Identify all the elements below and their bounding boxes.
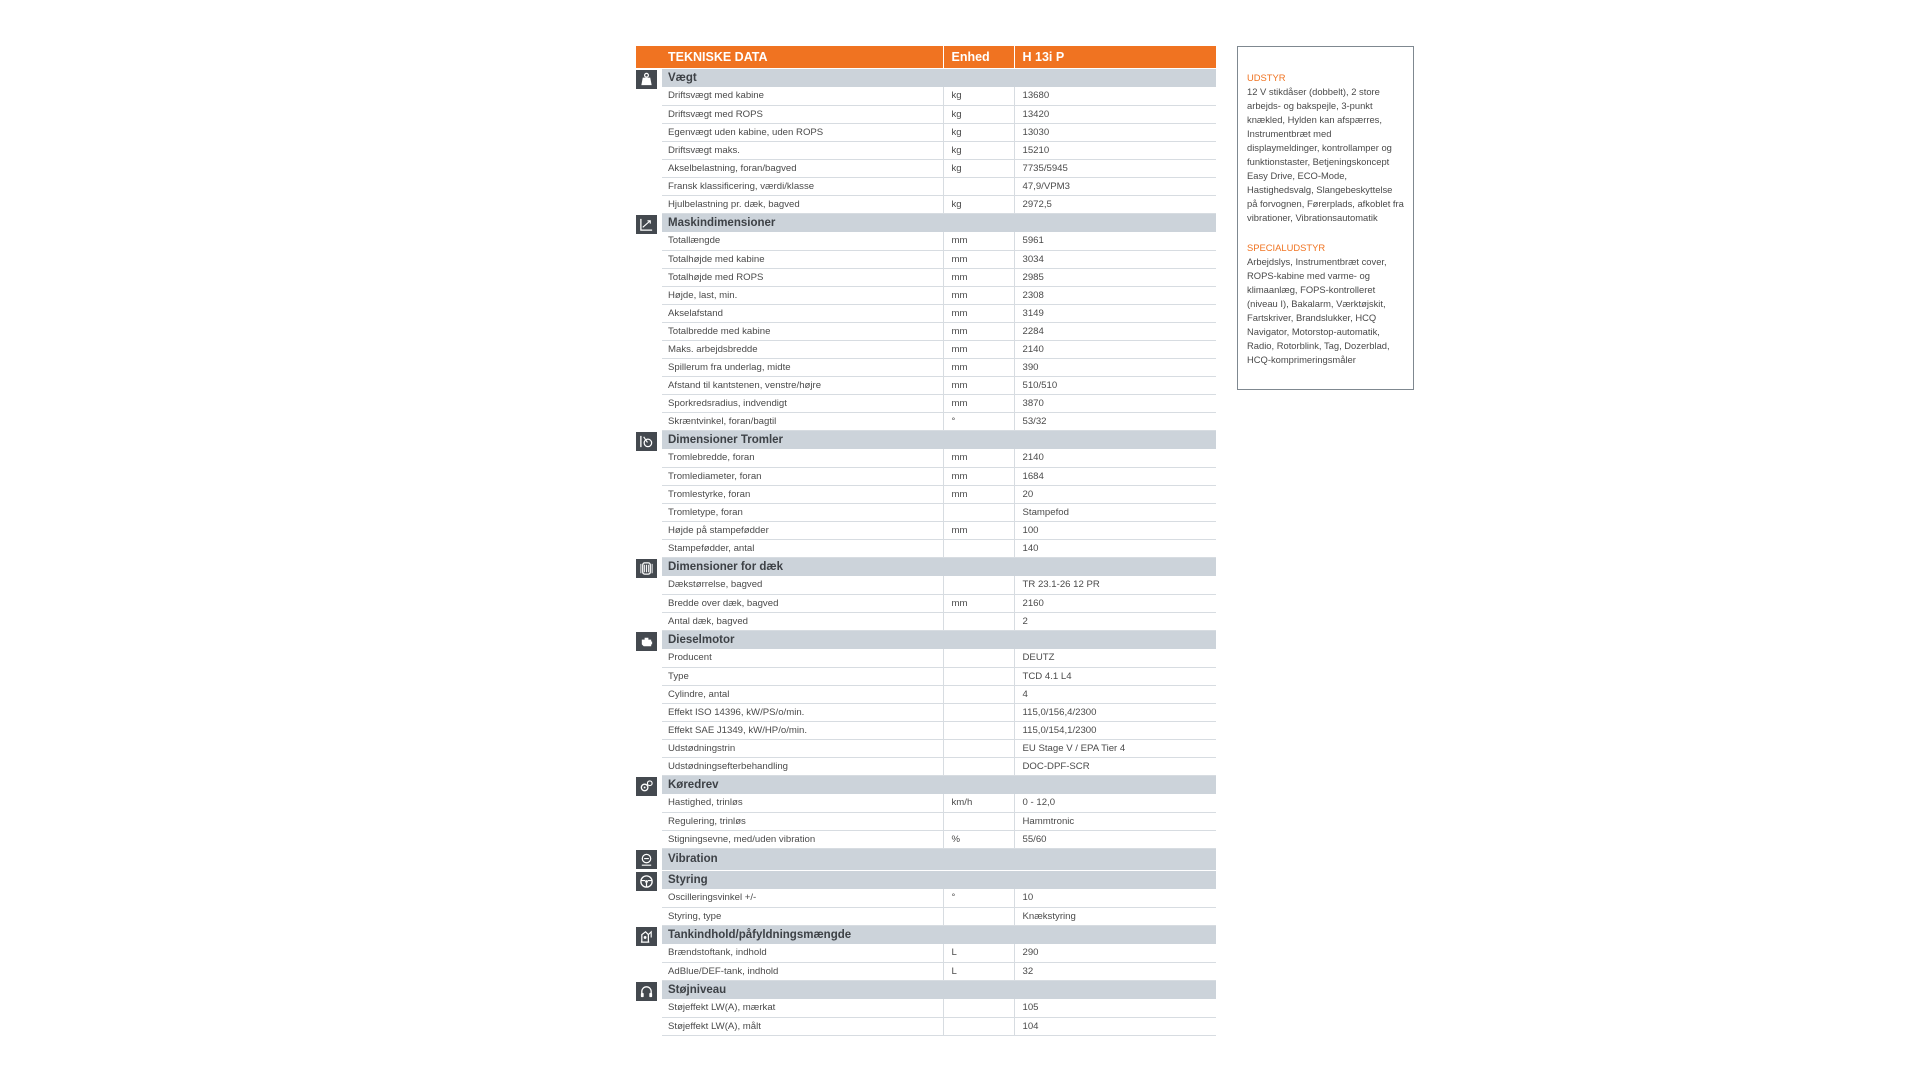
table-row <box>636 685 1216 703</box>
table-row <box>636 322 1216 340</box>
table-row <box>636 794 1216 812</box>
row-label: Totalhøjde med ROPS <box>662 268 943 286</box>
row-value: 3149 <box>1014 304 1216 322</box>
equipment-title: UDSTYR <box>1247 72 1286 83</box>
row-unit <box>943 1017 1014 1035</box>
row-value: 7735/5945 <box>1014 159 1216 177</box>
row-value: 390 <box>1014 358 1216 376</box>
table-row <box>636 830 1216 848</box>
row-value: 10 <box>1014 889 1216 907</box>
row-label: Støjeffekt LW(A), mærkat <box>662 999 943 1017</box>
section-icon-cell <box>636 870 662 925</box>
row-unit <box>943 721 1014 739</box>
section-icon-cell <box>636 557 662 630</box>
table-row <box>636 612 1216 630</box>
row-unit: kg <box>943 141 1014 159</box>
row-label: Udstødningsefterbehandling <box>662 757 943 775</box>
table-row <box>636 739 1216 757</box>
row-unit: mm <box>943 286 1014 304</box>
row-value: 104 <box>1014 1017 1216 1035</box>
row-value: 2972,5 <box>1014 195 1216 213</box>
row-value: 47,9/VPM3 <box>1014 177 1216 195</box>
table-row <box>636 962 1216 980</box>
row-value: 13420 <box>1014 105 1216 123</box>
row-value: TCD 4.1 L4 <box>1014 667 1216 685</box>
row-unit: mm <box>943 232 1014 250</box>
row-unit: kg <box>943 123 1014 141</box>
section-icon-cell <box>636 980 662 1035</box>
table-row <box>636 412 1216 430</box>
table-row <box>636 667 1216 685</box>
row-label: Stampefødder, antal <box>662 539 943 557</box>
row-label: Brændstoftank, indhold <box>662 944 943 962</box>
table-row <box>636 105 1216 123</box>
table-row <box>636 594 1216 612</box>
section-title: Tankindhold/påfyldningsmængde <box>662 925 1216 944</box>
table-row <box>636 159 1216 177</box>
row-label: Spillerum fra underlag, midte <box>662 358 943 376</box>
row-label: Totalbredde med kabine <box>662 322 943 340</box>
section-title: Køredrev <box>662 775 1216 794</box>
row-value: 3034 <box>1014 250 1216 268</box>
table-row <box>636 907 1216 925</box>
row-label: Driftsvægt med ROPS <box>662 105 943 123</box>
row-unit: mm <box>943 449 1014 467</box>
equipment-panel <box>1237 46 1414 390</box>
section-icon-cell <box>636 430 662 557</box>
row-unit: km/h <box>943 794 1014 812</box>
section-title: Vibration <box>662 848 1216 870</box>
technical-data-body <box>636 46 1216 1035</box>
row-value: 105 <box>1014 999 1216 1017</box>
row-label: Hastighed, trinløs <box>662 794 943 812</box>
row-label: Driftsvægt med kabine <box>662 87 943 105</box>
row-value: Knækstyring <box>1014 907 1216 925</box>
row-value: DOC-DPF-SCR <box>1014 757 1216 775</box>
table-row <box>636 539 1216 557</box>
dimensions-icon <box>636 215 657 234</box>
row-value: 290 <box>1014 944 1216 962</box>
row-label: Udstødningstrin <box>662 739 943 757</box>
row-unit <box>943 612 1014 630</box>
section-icon-cell <box>636 68 662 213</box>
section-maskindimensioner <box>636 213 1216 232</box>
row-label: Tromletype, foran <box>662 503 943 521</box>
section-dieselmotor <box>636 630 1216 649</box>
row-unit: L <box>943 944 1014 962</box>
section-icon-cell <box>636 630 662 775</box>
row-unit <box>943 667 1014 685</box>
row-label: Cylindre, antal <box>662 685 943 703</box>
row-label: Styring, type <box>662 907 943 925</box>
special-equipment-title: SPECIALUDSTYR <box>1247 242 1326 253</box>
table-row <box>636 141 1216 159</box>
weight-icon <box>636 70 657 89</box>
row-label: Totallængde <box>662 232 943 250</box>
row-label: Stigningsevne, med/uden vibration <box>662 830 943 848</box>
technical-data-table <box>636 46 1216 1036</box>
table-row <box>636 889 1216 907</box>
row-value: 20 <box>1014 485 1216 503</box>
table-row <box>636 87 1216 105</box>
row-label: Producent <box>662 649 943 667</box>
vibration-icon <box>636 850 657 869</box>
section-title: Maskindimensioner <box>662 213 1216 232</box>
equipment-text: 12 V stikdåser (dobbelt), 2 store arbejds- og bakspejle, 3-punkt knækled, Hylden kan afspærres, Instrumentbræt med displaymeldinger, kontrollamper og funktionstaster, Betjeningskoncept Easy Drive, ECO-Mode, Hastighedsvalg, Slangebeskyttelse på forvognen, Førerplads, afkoblet fra vibrationer, Vibrationsautomatik <box>1247 86 1404 223</box>
table-row <box>636 177 1216 195</box>
table-row <box>636 394 1216 412</box>
row-label: Type <box>662 667 943 685</box>
table-row <box>636 123 1216 141</box>
row-unit: mm <box>943 521 1014 539</box>
table-row <box>636 703 1216 721</box>
section-styring <box>636 870 1216 889</box>
tire-icon <box>636 559 657 578</box>
table-row <box>636 268 1216 286</box>
table-row <box>636 449 1216 467</box>
row-value: 2284 <box>1014 322 1216 340</box>
row-unit: mm <box>943 358 1014 376</box>
row-unit <box>943 649 1014 667</box>
row-value: 13030 <box>1014 123 1216 141</box>
section-koeredrev <box>636 775 1216 794</box>
section-stoejniveau <box>636 980 1216 999</box>
section-title: Dimensioner for dæk <box>662 557 1216 576</box>
special-equipment-text: Arbejdslys, Instrumentbræt cover, ROPS-kabine med varme- og klimaanlæg, FOPS-kontrolleret (niveau I), Bakalarm, Værktøjskit, Fartskriver, Brandslukker, HCQ Navigator, Motorstop-automatik, Radio, Rotorblink, Tag, Dozerblad, HCQ-komprimeringsmåler <box>1247 256 1390 365</box>
section-icon-cell <box>636 925 662 980</box>
section-title: Styring <box>662 870 1216 889</box>
row-label: Dækstørrelse, bagved <box>662 576 943 594</box>
table-row <box>636 812 1216 830</box>
table-row <box>636 649 1216 667</box>
row-unit: mm <box>943 322 1014 340</box>
header-icon-cell <box>636 46 662 68</box>
row-value: 55/60 <box>1014 830 1216 848</box>
header-value: H 13i P <box>1014 46 1216 68</box>
section-icon-cell <box>636 848 662 870</box>
table-row <box>636 467 1216 485</box>
row-label: Totalhøjde med kabine <box>662 250 943 268</box>
row-label: Tromlebredde, foran <box>662 449 943 467</box>
row-unit <box>943 739 1014 757</box>
section-dimensioner-for-daek <box>636 557 1216 576</box>
row-value: 53/32 <box>1014 412 1216 430</box>
row-value: 115,0/156,4/2300 <box>1014 703 1216 721</box>
table-row <box>636 195 1216 213</box>
table-row <box>636 286 1216 304</box>
row-value: 2308 <box>1014 286 1216 304</box>
row-value: 2140 <box>1014 449 1216 467</box>
row-unit: mm <box>943 594 1014 612</box>
row-label: Effekt ISO 14396, kW/PS/o/min. <box>662 703 943 721</box>
table-row <box>636 521 1216 539</box>
section-title: Dieselmotor <box>662 630 1216 649</box>
row-value: 15210 <box>1014 141 1216 159</box>
row-label: AdBlue/DEF-tank, indhold <box>662 962 943 980</box>
row-value: 4 <box>1014 685 1216 703</box>
row-unit: mm <box>943 340 1014 358</box>
row-unit: kg <box>943 195 1014 213</box>
section-icon-cell <box>636 775 662 848</box>
row-value: Stampefod <box>1014 503 1216 521</box>
row-label: Tromlestyrke, foran <box>662 485 943 503</box>
section-title: Støjniveau <box>662 980 1216 999</box>
table-row <box>636 340 1216 358</box>
row-unit: L <box>943 962 1014 980</box>
fuel-pump-icon <box>636 927 657 946</box>
section-vibration <box>636 848 1216 870</box>
drive-icon <box>636 777 657 796</box>
row-label: Akselbelastning, foran/bagved <box>662 159 943 177</box>
table-row <box>636 721 1216 739</box>
row-value: 510/510 <box>1014 376 1216 394</box>
row-unit <box>943 999 1014 1017</box>
row-value: 32 <box>1014 962 1216 980</box>
row-value: 5961 <box>1014 232 1216 250</box>
row-unit: mm <box>943 304 1014 322</box>
row-value: 0 - 12,0 <box>1014 794 1216 812</box>
row-value: 2 <box>1014 612 1216 630</box>
row-value: 1684 <box>1014 467 1216 485</box>
row-value: 2985 <box>1014 268 1216 286</box>
table-row <box>636 376 1216 394</box>
row-unit: mm <box>943 394 1014 412</box>
section-tankindhold-paafyldningsmaengde <box>636 925 1216 944</box>
row-unit <box>943 685 1014 703</box>
section-vaegt <box>636 68 1216 87</box>
row-unit <box>943 576 1014 594</box>
row-unit: kg <box>943 87 1014 105</box>
table-row <box>636 576 1216 594</box>
row-unit: kg <box>943 159 1014 177</box>
row-unit <box>943 757 1014 775</box>
row-unit: mm <box>943 485 1014 503</box>
row-label: Skræntvinkel, foran/bagtil <box>662 412 943 430</box>
row-unit <box>943 539 1014 557</box>
row-label: Akselafstand <box>662 304 943 322</box>
table-row <box>636 358 1216 376</box>
table-header <box>636 46 1216 68</box>
row-value: 100 <box>1014 521 1216 539</box>
row-label: Effekt SAE J1349, kW/HP/o/min. <box>662 721 943 739</box>
table-row <box>636 1017 1216 1035</box>
steering-icon <box>636 872 657 891</box>
row-label: Højde, last, min. <box>662 286 943 304</box>
row-unit <box>943 177 1014 195</box>
row-value: 13680 <box>1014 87 1216 105</box>
row-unit: ° <box>943 412 1014 430</box>
row-value: 115,0/154,1/2300 <box>1014 721 1216 739</box>
row-value: 2140 <box>1014 340 1216 358</box>
row-unit <box>943 503 1014 521</box>
row-value: DEUTZ <box>1014 649 1216 667</box>
table-row <box>636 944 1216 962</box>
row-unit: ° <box>943 889 1014 907</box>
section-title: Vægt <box>662 68 1216 87</box>
row-value: EU Stage V / EPA Tier 4 <box>1014 739 1216 757</box>
section-dimensioner-tromler <box>636 430 1216 449</box>
row-unit <box>943 703 1014 721</box>
row-unit <box>943 907 1014 925</box>
table-row <box>636 485 1216 503</box>
row-value: 2160 <box>1014 594 1216 612</box>
header-unit: Enhed <box>943 46 1014 68</box>
row-value: TR 23.1-26 12 PR <box>1014 576 1216 594</box>
row-label: Støjeffekt LW(A), målt <box>662 1017 943 1035</box>
row-label: Oscilleringsvinkel +/- <box>662 889 943 907</box>
row-label: Driftsvægt maks. <box>662 141 943 159</box>
row-label: Regulering, trinløs <box>662 812 943 830</box>
row-unit: mm <box>943 250 1014 268</box>
row-unit: mm <box>943 268 1014 286</box>
row-label: Maks. arbejdsbredde <box>662 340 943 358</box>
row-label: Bredde over dæk, bagved <box>662 594 943 612</box>
row-label: Tromlediameter, foran <box>662 467 943 485</box>
row-value: 3870 <box>1014 394 1216 412</box>
row-label: Afstand til kantstenen, venstre/højre <box>662 376 943 394</box>
headphones-icon <box>636 982 657 1001</box>
table-row <box>636 250 1216 268</box>
table-row <box>636 232 1216 250</box>
header-label: TEKNISKE DATA <box>662 46 943 68</box>
row-label: Sporkredsradius, indvendigt <box>662 394 943 412</box>
row-unit <box>943 812 1014 830</box>
row-unit: kg <box>943 105 1014 123</box>
drum-icon <box>636 432 657 451</box>
table-row <box>636 757 1216 775</box>
row-unit: mm <box>943 467 1014 485</box>
table-row <box>636 304 1216 322</box>
row-label: Højde på stampefødder <box>662 521 943 539</box>
section-icon-cell <box>636 213 662 430</box>
row-label: Hjulbelastning pr. dæk, bagved <box>662 195 943 213</box>
row-unit: mm <box>943 376 1014 394</box>
row-unit: % <box>943 830 1014 848</box>
table-row <box>636 503 1216 521</box>
table-row <box>636 999 1216 1017</box>
row-label: Antal dæk, bagved <box>662 612 943 630</box>
engine-icon <box>636 632 657 651</box>
row-label: Egenvægt uden kabine, uden ROPS <box>662 123 943 141</box>
section-title: Dimensioner Tromler <box>662 430 1216 449</box>
row-value: Hammtronic <box>1014 812 1216 830</box>
row-label: Fransk klassificering, værdi/klasse <box>662 177 943 195</box>
row-value: 140 <box>1014 539 1216 557</box>
